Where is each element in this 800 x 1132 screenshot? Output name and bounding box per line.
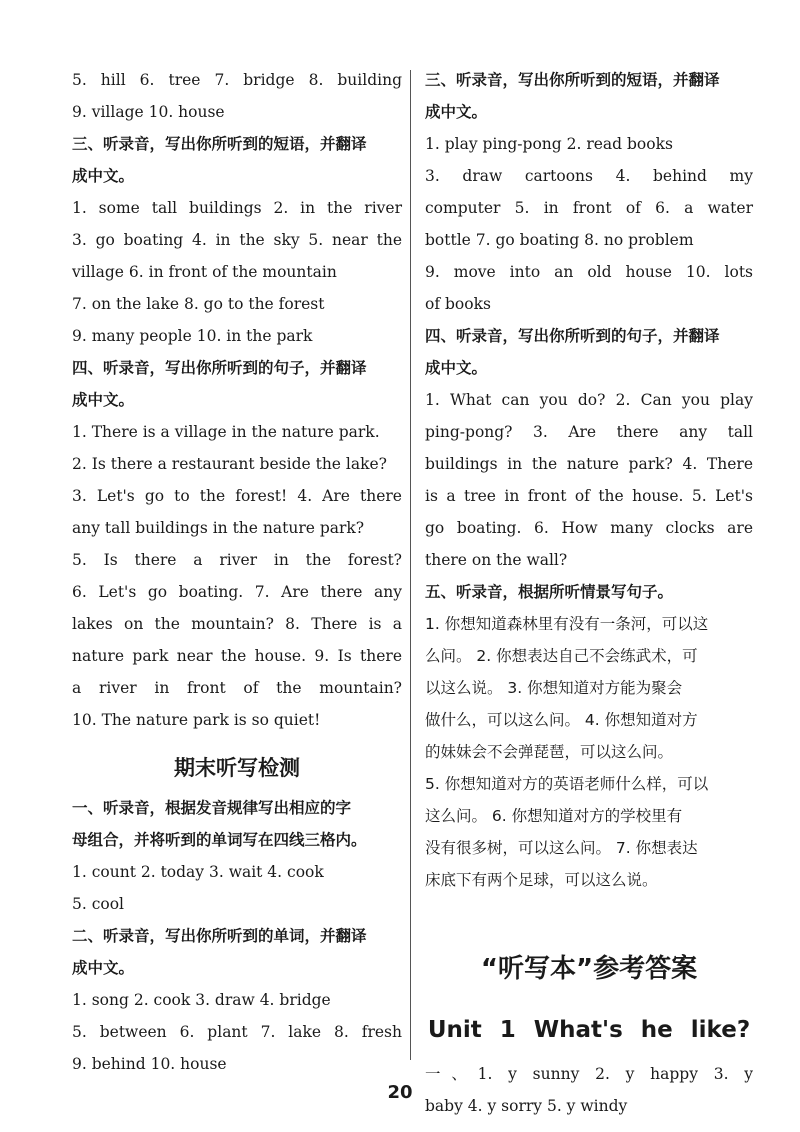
answer-line: baby 4. y sorry 5. y windy	[425, 1097, 628, 1115]
answer-line: there on the wall?	[425, 551, 568, 569]
section-heading: 二、听录音，写出你所听到的单词，并翻译	[72, 927, 367, 945]
answer-line: 没有很多树，可以这么问。 7. 你想表达	[425, 839, 698, 857]
answer-line: 9. village 10. house	[72, 103, 225, 121]
answer-line: 1. song 2. cook 3. draw 4. bridge	[72, 991, 331, 1009]
answer-line: 1. count 2. today 3. wait 4. cook	[72, 863, 324, 881]
section-heading: 四、听录音，写出你所听到的句子，并翻译	[425, 327, 720, 345]
answer-line: 5. hill 6. tree 7. bridge 8. building	[72, 71, 402, 89]
answer-line: ping-pong? 3. Are there any tall	[425, 423, 753, 441]
answer-line: 1. There is a village in the nature park.	[72, 423, 380, 441]
answer-line: 做什么，可以这么问。 4. 你想知道对方	[425, 711, 698, 729]
section-heading: 三、听录音，写出你所听到的短语，并翻译	[425, 71, 720, 89]
answer-line: any tall buildings in the nature park?	[72, 519, 365, 537]
column-divider	[410, 70, 411, 1060]
section-heading: 成中文。	[72, 391, 135, 409]
section-heading: 三、听录音，写出你所听到的短语，并翻译	[72, 135, 367, 153]
answer-line: bottle 7. go boating 8. no problem	[425, 231, 694, 249]
answer-line: 1. play ping-pong 2. read books	[425, 135, 673, 153]
left-answer-block-2	[72, 792, 402, 1080]
right-answer-block	[425, 64, 753, 896]
section-heading: 五、听录音，根据所听情景写句子。	[425, 583, 674, 601]
answers-title: “听写本”参考答案	[480, 954, 698, 984]
answer-line: lakes on the mountain? 8. There is a	[72, 615, 402, 633]
left-answer-block	[72, 64, 402, 736]
unit-title: Unit 1 What's he like?	[427, 1017, 751, 1043]
answer-line: 6. Let's go boating. 7. Are there any	[72, 583, 402, 601]
answer-line: 么问。 2. 你想表达自己不会练武术，可	[425, 647, 698, 665]
answer-line: 5. Is there a river in the forest?	[72, 551, 402, 569]
answer-line: 3. Let's go to the forest! 4. Are there	[72, 487, 402, 505]
answer-line: 2. Is there a restaurant beside the lake?	[72, 455, 387, 473]
right-column	[425, 64, 753, 1122]
answer-line: 5. 你想知道对方的英语老师什么样，可以	[425, 775, 709, 793]
answer-line: 这么问。 6. 你想知道对方的学校里有	[425, 807, 683, 825]
answer-line: 5. cool	[72, 895, 125, 913]
section-heading: 成中文。	[72, 167, 135, 185]
answer-line: 3. go boating 4. in the sky 5. near the	[72, 231, 402, 249]
answer-line: nature park near the house. 9. Is there	[72, 647, 402, 665]
answer-line: 床底下有两个足球，可以这么说。	[425, 871, 658, 889]
answer-line: 3. draw cartoons 4. behind my	[425, 167, 753, 185]
left-column	[72, 64, 402, 1080]
answer-line: is a tree in front of the house. 5. Let's	[425, 487, 753, 505]
answer-line: 一、1. y sunny 2. y happy 3. y	[425, 1065, 753, 1083]
answer-line: of books	[425, 295, 491, 313]
page-number: 20	[387, 1082, 413, 1103]
section-title: 期末听写检测	[174, 756, 300, 780]
answer-line: 1. What can you do? 2. Can you play	[425, 391, 753, 409]
section-heading: 四、听录音，写出你所听到的句子，并翻译	[72, 359, 367, 377]
answer-line: 的妹妹会不会弹琵琶，可以这么问。	[425, 743, 674, 761]
answer-line: 9. move into an old house 10. lots	[425, 263, 753, 281]
section-heading: 成中文。	[425, 359, 488, 377]
answer-line: 1. some tall buildings 2. in the river	[72, 199, 402, 217]
answer-line: village 6. in front of the mountain	[72, 263, 337, 281]
answer-line: 9. behind 10. house	[72, 1055, 227, 1073]
answer-line: 5. between 6. plant 7. lake 8. fresh	[72, 1023, 402, 1041]
section-heading: 母组合，并将听到的单词写在四线三格内。	[72, 831, 367, 849]
answer-line: 以这么说。 3. 你想知道对方能为聚会	[425, 679, 683, 697]
section-heading: 成中文。	[425, 103, 488, 121]
section-heading: 成中文。	[72, 959, 135, 977]
answer-line: buildings in the nature park? 4. There	[425, 455, 753, 473]
section-heading: 一、听录音，根据发音规律写出相应的字	[72, 799, 352, 817]
answer-line: a river in front of the mountain?	[72, 679, 402, 697]
answer-line: 9. many people 10. in the park	[72, 327, 313, 345]
answer-line: computer 5. in front of 6. a water	[425, 199, 753, 217]
answer-line: 10. The nature park is so quiet!	[72, 711, 321, 729]
answer-line: 7. on the lake 8. go to the forest	[72, 295, 325, 313]
answer-line: go boating. 6. How many clocks are	[425, 519, 753, 537]
answer-line: 1. 你想知道森林里有没有一条河，可以这	[425, 615, 709, 633]
